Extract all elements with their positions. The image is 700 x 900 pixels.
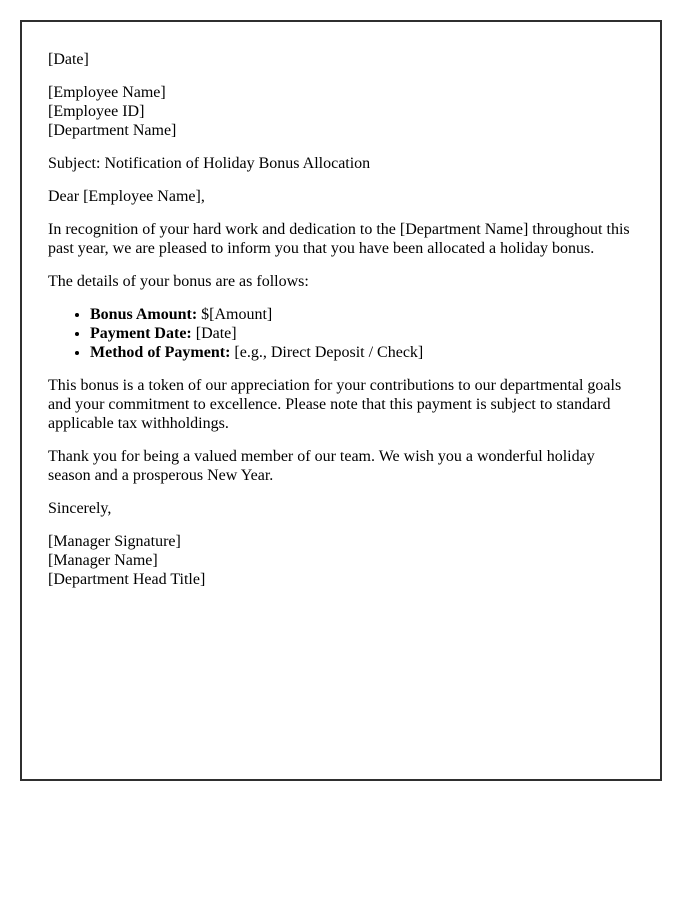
bonus-details-list (48, 305, 634, 362)
bonus-amount-value: $[Amount] (201, 306, 273, 323)
payment-method-item (90, 343, 634, 362)
payment-method-value: [e.g., Direct Deposit / Check] (234, 344, 424, 361)
letter-border-frame (20, 20, 662, 781)
closing: Sincerely, (48, 500, 112, 517)
bonus-amount-label: Bonus Amount: (90, 306, 198, 323)
signature-block (48, 532, 634, 589)
details-lead: The details of your bonus are as follows: (48, 273, 309, 290)
payment-method-label: Method of Payment: (90, 344, 231, 361)
recipient-id: [Employee ID] (48, 103, 145, 120)
recipient-name: [Employee Name] (48, 84, 166, 101)
bonus-amount-item (90, 305, 634, 324)
recipient-block (48, 83, 634, 140)
appreciation-paragraph: This bonus is a token of our appreciation for your contributions to our departmental goals and your commitment to excellence. Please note that this payment is subject to standard applicable tax withholdings. (48, 377, 622, 432)
department-head-title-placeholder: [Department Head Title] (48, 571, 206, 588)
payment-date-value: [Date] (195, 325, 237, 342)
manager-signature-placeholder: [Manager Signature] (48, 533, 181, 550)
subject-line: Subject: Notification of Holiday Bonus Allocation (48, 155, 371, 172)
recipient-department: [Department Name] (48, 122, 177, 139)
intro-paragraph: In recognition of your hard work and dedication to the [Department Name] throughout this past year, we are pleased to inform you that you have been allocated a holiday bonus. (48, 221, 630, 257)
manager-name-placeholder: [Manager Name] (48, 552, 158, 569)
salutation: Dear [Employee Name], (48, 188, 205, 205)
payment-date-item (90, 324, 634, 343)
thanks-paragraph: Thank you for being a valued member of our team. We wish you a wonderful holiday season and a prosperous New Year. (48, 448, 595, 484)
payment-date-label: Payment Date: (90, 325, 192, 342)
date-placeholder: [Date] (48, 51, 89, 68)
